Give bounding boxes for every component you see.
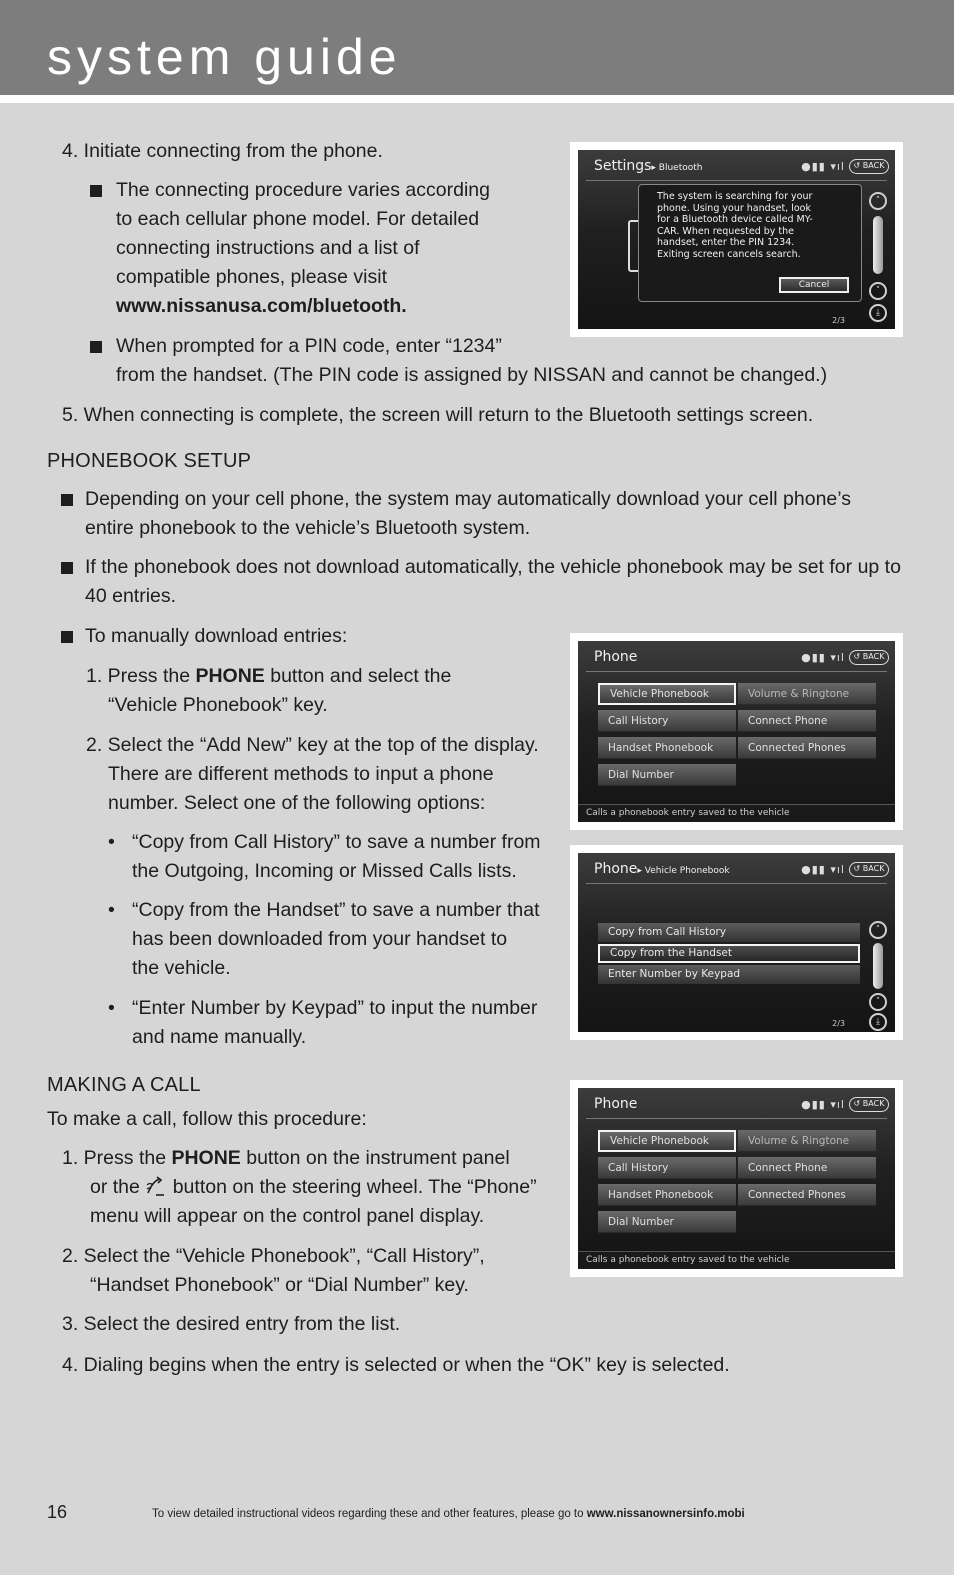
dialog-line: CAR. When requested by the <box>657 225 795 237</box>
menu-connect-phone[interactable]: Connect Phone <box>738 1157 876 1179</box>
option-2c: the vehicle. <box>132 957 231 979</box>
call-step-3: 3. Select the desired entry from the list. <box>62 1313 401 1335</box>
scroll-down-icon[interactable]: ˅ <box>869 282 887 300</box>
bullet-square <box>61 631 73 643</box>
back-button[interactable]: ↺ BACK <box>849 1097 889 1112</box>
phonebook-bullet-3: To manually download entries: <box>85 625 348 647</box>
call-step-2a: 2. Select the “Vehicle Phonebook”, “Call History”, <box>62 1245 485 1267</box>
screen-subtitle: ▸ Vehicle Phonebook <box>637 866 730 876</box>
dialog-line: The system is searching for your <box>657 191 813 202</box>
bluetooth-search-screen <box>578 150 895 329</box>
option-1a: “Copy from Call History” to save a number from <box>132 831 541 853</box>
step-text: button and select the <box>264 665 452 687</box>
signal-status-icon: ●▮▮ ▾ıl <box>801 160 845 173</box>
step-5-complete: 5. When connecting is complete, the screen will return to the Bluetooth settings screen. <box>62 404 814 426</box>
phone-menu-screen <box>578 641 895 822</box>
screen-title: Phone <box>594 649 638 665</box>
screen-title-text: Settings <box>594 158 652 174</box>
screenshot-vehicle-phonebook <box>570 845 903 1040</box>
bullet-pin-2: from the handset. (The PIN code is assigned by NISSAN and cannot be changed.) <box>116 364 828 386</box>
screen-title <box>594 861 730 877</box>
call-step-2b: “Handset Phonebook” or “Dial Number” key. <box>90 1274 469 1296</box>
signal-status-icon: ●▮▮ ▾ıl <box>801 1098 845 1111</box>
phonebook-step-1b: “Vehicle Phonebook” key. <box>108 694 328 716</box>
scrollbar[interactable] <box>873 943 883 989</box>
page-indicator: 2/3 <box>832 1019 845 1028</box>
bullet-connect-procedure-2: to each cellular phone model. For detailed <box>116 208 480 230</box>
signal-status-icon: ●▮▮ ▾ıl <box>801 651 845 664</box>
menu-handset-phonebook[interactable]: Handset Phonebook <box>598 737 736 759</box>
bullet-pin-1: When prompted for a PIN code, enter “1234” <box>116 335 502 357</box>
menu-vehicle-phonebook[interactable]: Vehicle Phonebook <box>598 683 736 705</box>
dialog-message <box>657 191 857 260</box>
screenshot-phone-menu-call <box>570 1080 903 1277</box>
menu-call-history[interactable]: Call History <box>598 1157 736 1179</box>
menu-handset-phonebook[interactable]: Handset Phonebook <box>598 1184 736 1206</box>
menu-dial-number[interactable]: Dial Number <box>598 764 736 786</box>
cancel-button[interactable]: Cancel <box>779 277 849 293</box>
page-number: 16 <box>47 1502 68 1522</box>
section-heading-making-call: MAKING A CALL <box>47 1074 201 1096</box>
screen-divider <box>586 180 887 181</box>
menu-call-history[interactable]: Call History <box>598 710 736 732</box>
back-label: BACK <box>862 1099 885 1108</box>
back-label: BACK <box>862 864 885 873</box>
call-step-1c: menu will appear on the control panel display. <box>90 1205 485 1227</box>
page-header <box>0 0 954 95</box>
scroll-down-icon[interactable]: ˅ <box>869 993 887 1011</box>
screen-divider <box>586 1118 887 1119</box>
bluetooth-url-link[interactable]: www.nissanusa.com/bluetooth. <box>116 295 407 317</box>
option-bullet-dot: • <box>108 899 115 921</box>
option-bullet-dot: • <box>108 831 115 853</box>
phonebook-step-2b: There are different methods to input a phone <box>108 763 494 785</box>
phonebook-bullet-2b: 40 entries. <box>85 585 177 607</box>
screen-title-text: Phone <box>594 861 638 877</box>
menu-connected-phones[interactable]: Connected Phones <box>738 737 876 759</box>
scroll-up-icon[interactable]: ˄ <box>869 921 887 939</box>
bullet-square <box>61 562 73 574</box>
screen-divider <box>586 671 887 672</box>
owners-info-link[interactable]: www.nissanownersinfo.mobi <box>586 1508 745 1520</box>
dialog-line: phone. Using your handset, look <box>657 202 811 214</box>
back-button[interactable]: ↺ BACK <box>849 650 889 665</box>
footer-note <box>152 1508 745 1520</box>
phonebook-bullet-1a: Depending on your cell phone, the system may automatically download your cell phone’s <box>85 488 852 510</box>
search-dialog <box>638 184 862 302</box>
menu-vehicle-phonebook[interactable]: Vehicle Phonebook <box>598 1130 736 1152</box>
menu-connected-phones[interactable]: Connected Phones <box>738 1184 876 1206</box>
vehicle-phonebook-screen <box>578 853 895 1032</box>
bullet-connect-procedure-1: The connecting procedure varies according <box>116 179 490 201</box>
making-call-intro: To make a call, follow this procedure: <box>47 1108 367 1130</box>
screen-title: Phone <box>594 1096 638 1112</box>
dialog-line: for a Bluetooth device called MY- <box>657 214 813 225</box>
signal-status-icon: ●▮▮ ▾ıl <box>801 863 845 876</box>
steering-phone-icon <box>145 1175 167 1197</box>
bullet-square <box>61 494 73 506</box>
menu-dial-number[interactable]: Dial Number <box>598 1211 736 1233</box>
footer-note-text: To view detailed instructional videos regarding these and other features, please go to <box>152 1508 587 1520</box>
option-enter-keypad[interactable]: Enter Number by Keypad <box>598 965 860 984</box>
phonebook-step-2c: number. Select one of the following options: <box>108 792 486 814</box>
menu-volume-ringtone[interactable]: Volume & Ringtone <box>738 683 876 705</box>
screen-footer-hint: Calls a phonebook entry saved to the vehicle <box>586 808 790 818</box>
phonebook-step-2a: 2. Select the “Add New” key at the top of the display. <box>86 734 539 756</box>
back-button[interactable]: ↺ BACK <box>849 159 889 174</box>
phone-menu-screen <box>578 1088 895 1269</box>
phonebook-bullet-2a: If the phonebook does not download automatically, the vehicle phonebook may be set for up to <box>85 556 901 578</box>
bullet-square <box>90 185 102 197</box>
phonebook-step-1 <box>86 662 451 691</box>
page-indicator: 2/3 <box>832 316 845 325</box>
dialog-line: Exiting screen cancels search. <box>657 248 801 260</box>
screen-subtitle: ▸ Bluetooth <box>651 163 703 173</box>
back-button[interactable]: ↺ BACK <box>849 862 889 877</box>
option-1b: the Outgoing, Incoming or Missed Calls lists. <box>132 860 517 882</box>
option-2b: has been downloaded from your handset to <box>132 928 508 950</box>
bullet-square <box>90 341 102 353</box>
bullet-connect-procedure-3: connecting instructions and a list of <box>116 237 420 259</box>
step-4-initiate: 4. Initiate connecting from the phone. <box>62 140 383 162</box>
option-2a: “Copy from the Handset” to save a number that <box>132 899 540 921</box>
page-title: system guide <box>47 29 402 85</box>
option-3b: and name manually. <box>132 1026 307 1048</box>
screenshot-bluetooth-search <box>570 142 903 337</box>
step-text: button on the steering wheel. The “Phone” <box>167 1176 537 1198</box>
option-3a: “Enter Number by Keypad” to input the number <box>132 997 538 1019</box>
call-step-1b <box>90 1173 537 1202</box>
phone-button-label: PHONE <box>195 665 265 687</box>
bullet-connect-procedure-4: compatible phones, please visit <box>116 266 387 288</box>
step-text: button on the instrument panel <box>240 1147 510 1169</box>
phonebook-bullet-1b: entire phonebook to the vehicle’s Bluetooth system. <box>85 517 531 539</box>
menu-connect-phone[interactable]: Connect Phone <box>738 710 876 732</box>
scrollbar[interactable] <box>873 216 883 274</box>
step-text: 1. Press the <box>86 665 196 687</box>
screen-title <box>594 158 703 174</box>
call-step-1a <box>62 1144 510 1173</box>
dialog-line: handset, enter the PIN 1234. <box>657 237 795 248</box>
scroll-end-icon[interactable]: ⤓ <box>869 304 887 322</box>
screen-divider <box>586 883 887 884</box>
step-text: 1. Press the <box>62 1147 172 1169</box>
back-label: BACK <box>862 161 885 170</box>
back-label: BACK <box>862 652 885 661</box>
menu-volume-ringtone[interactable]: Volume & Ringtone <box>738 1130 876 1152</box>
option-copy-call-history[interactable]: Copy from Call History <box>598 923 860 942</box>
scroll-up-icon[interactable]: ˄ <box>869 192 887 210</box>
option-bullet-dot: • <box>108 997 115 1019</box>
option-copy-from-handset[interactable]: Copy from the Handset <box>598 944 860 963</box>
section-heading-phonebook: PHONEBOOK SETUP <box>47 450 252 472</box>
call-step-4: 4. Dialing begins when the entry is selected or when the “OK” key is selected. <box>62 1354 730 1376</box>
scroll-end-icon[interactable]: ⤓ <box>869 1013 887 1031</box>
header-divider <box>0 95 954 103</box>
phone-button-label: PHONE <box>171 1147 241 1169</box>
screen-footer-hint: Calls a phonebook entry saved to the vehicle <box>586 1255 790 1265</box>
screenshot-phone-menu <box>570 633 903 830</box>
step-text: or the <box>90 1176 146 1198</box>
